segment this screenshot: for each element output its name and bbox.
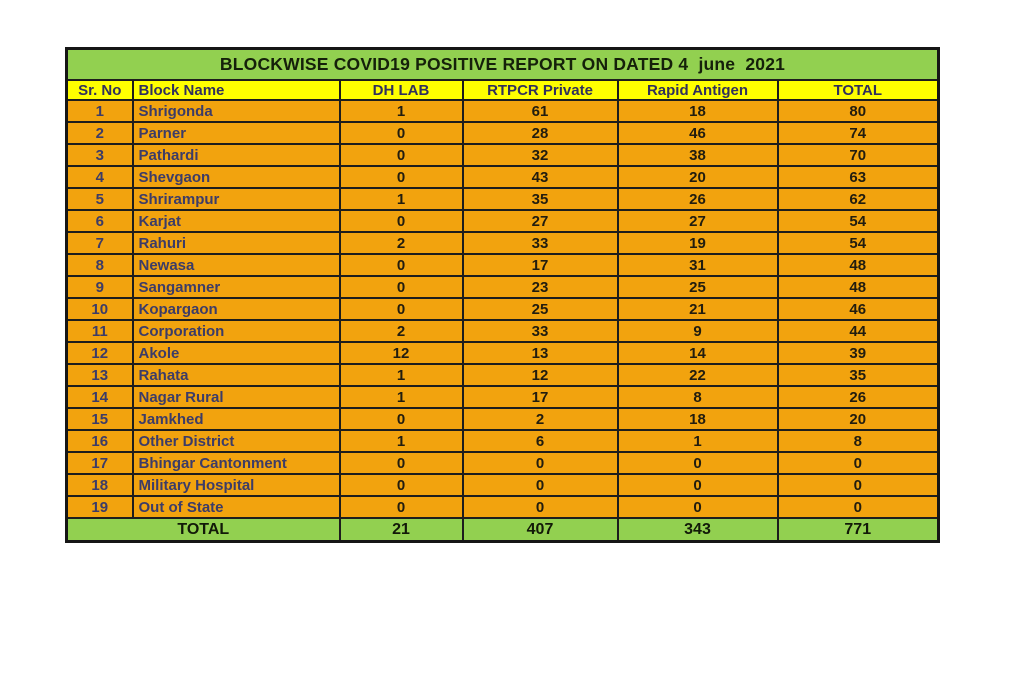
sr-no-cell: 8: [67, 254, 133, 276]
sr-no-cell: 5: [67, 188, 133, 210]
block-name-cell: Pathardi: [133, 144, 340, 166]
column-header-sr-no: Sr. No: [67, 80, 133, 100]
sr-no-cell: 9: [67, 276, 133, 298]
rapid-antigen-cell: 9: [618, 320, 778, 342]
total-cell: 54: [778, 232, 939, 254]
column-header-dh-lab: DH LAB: [340, 80, 463, 100]
block-name-cell: Out of State: [133, 496, 340, 518]
rtpcr-private-cell: 27: [463, 210, 618, 232]
table-row: [67, 474, 939, 496]
dh-lab-cell: 0: [340, 474, 463, 496]
sr-no-cell: 3: [67, 144, 133, 166]
dh-lab-cell: 0: [340, 254, 463, 276]
block-name-cell: Karjat: [133, 210, 340, 232]
sr-no-cell: 4: [67, 166, 133, 188]
rtpcr-private-cell: 23: [463, 276, 618, 298]
total-rtpcr-private: 407: [463, 518, 618, 542]
column-header-row: [67, 80, 939, 100]
table-row: [67, 166, 939, 188]
total-cell: 74: [778, 122, 939, 144]
total-cell: 70: [778, 144, 939, 166]
rtpcr-private-cell: 0: [463, 474, 618, 496]
rapid-antigen-cell: 31: [618, 254, 778, 276]
rtpcr-private-cell: 61: [463, 100, 618, 122]
rapid-antigen-cell: 0: [618, 474, 778, 496]
sr-no-cell: 12: [67, 342, 133, 364]
table-row: [67, 100, 939, 122]
table-row: [67, 122, 939, 144]
table-row: [67, 188, 939, 210]
total-cell: 44: [778, 320, 939, 342]
rapid-antigen-cell: 25: [618, 276, 778, 298]
rtpcr-private-cell: 0: [463, 452, 618, 474]
rtpcr-private-cell: 35: [463, 188, 618, 210]
table-row: [67, 364, 939, 386]
rtpcr-private-cell: 2: [463, 408, 618, 430]
column-header-total: TOTAL: [778, 80, 939, 100]
sr-no-cell: 2: [67, 122, 133, 144]
table-row: [67, 496, 939, 518]
table-row: [67, 232, 939, 254]
sr-no-cell: 17: [67, 452, 133, 474]
table-row: [67, 452, 939, 474]
dh-lab-cell: 0: [340, 144, 463, 166]
total-cell: 62: [778, 188, 939, 210]
title-row: [67, 49, 939, 81]
sr-no-cell: 14: [67, 386, 133, 408]
total-label: TOTAL: [67, 518, 340, 542]
dh-lab-cell: 0: [340, 276, 463, 298]
sr-no-cell: 7: [67, 232, 133, 254]
sr-no-cell: 11: [67, 320, 133, 342]
table-row: [67, 408, 939, 430]
dh-lab-cell: 0: [340, 408, 463, 430]
rapid-antigen-cell: 18: [618, 408, 778, 430]
column-header-block-name: Block Name: [133, 80, 340, 100]
table-row: [67, 276, 939, 298]
sr-no-cell: 19: [67, 496, 133, 518]
column-header-rapid-antigen: Rapid Antigen: [618, 80, 778, 100]
dh-lab-cell: 0: [340, 298, 463, 320]
table-row: [67, 386, 939, 408]
block-name-cell: Rahuri: [133, 232, 340, 254]
rtpcr-private-cell: 43: [463, 166, 618, 188]
rtpcr-private-cell: 17: [463, 386, 618, 408]
dh-lab-cell: 0: [340, 166, 463, 188]
rtpcr-private-cell: 25: [463, 298, 618, 320]
block-name-cell: Corporation: [133, 320, 340, 342]
total-cell: 0: [778, 474, 939, 496]
rapid-antigen-cell: 0: [618, 496, 778, 518]
sr-no-cell: 18: [67, 474, 133, 496]
block-name-cell: Kopargaon: [133, 298, 340, 320]
rapid-antigen-cell: 19: [618, 232, 778, 254]
dh-lab-cell: 1: [340, 364, 463, 386]
rapid-antigen-cell: 8: [618, 386, 778, 408]
dh-lab-cell: 12: [340, 342, 463, 364]
block-name-cell: Other District: [133, 430, 340, 452]
total-cell: 20: [778, 408, 939, 430]
total-cell: 39: [778, 342, 939, 364]
rtpcr-private-cell: 6: [463, 430, 618, 452]
column-header-rtpcr-private: RTPCR Private: [463, 80, 618, 100]
rapid-antigen-cell: 27: [618, 210, 778, 232]
rtpcr-private-cell: 0: [463, 496, 618, 518]
rapid-antigen-cell: 21: [618, 298, 778, 320]
block-name-cell: Shrigonda: [133, 100, 340, 122]
rapid-antigen-cell: 20: [618, 166, 778, 188]
table-row: [67, 210, 939, 232]
rapid-antigen-cell: 22: [618, 364, 778, 386]
dh-lab-cell: 2: [340, 232, 463, 254]
rapid-antigen-cell: 46: [618, 122, 778, 144]
dh-lab-cell: 0: [340, 122, 463, 144]
rapid-antigen-cell: 26: [618, 188, 778, 210]
dh-lab-cell: 0: [340, 496, 463, 518]
total-cell: 0: [778, 496, 939, 518]
table-row: [67, 342, 939, 364]
dh-lab-cell: 1: [340, 188, 463, 210]
block-name-cell: Military Hospital: [133, 474, 340, 496]
rapid-antigen-cell: 0: [618, 452, 778, 474]
sr-no-cell: 1: [67, 100, 133, 122]
total-cell: 80: [778, 100, 939, 122]
rapid-antigen-cell: 18: [618, 100, 778, 122]
sr-no-cell: 15: [67, 408, 133, 430]
block-name-cell: Bhingar Cantonment: [133, 452, 340, 474]
total-cell: 46: [778, 298, 939, 320]
block-name-cell: Parner: [133, 122, 340, 144]
block-name-cell: Shrirampur: [133, 188, 340, 210]
table-row: [67, 144, 939, 166]
dh-lab-cell: 1: [340, 430, 463, 452]
rapid-antigen-cell: 38: [618, 144, 778, 166]
dh-lab-cell: 1: [340, 100, 463, 122]
total-cell: 35: [778, 364, 939, 386]
total-row: [67, 518, 939, 542]
block-name-cell: Newasa: [133, 254, 340, 276]
total-cell: 0: [778, 452, 939, 474]
total-cell: 8: [778, 430, 939, 452]
sr-no-cell: 10: [67, 298, 133, 320]
rtpcr-private-cell: 33: [463, 320, 618, 342]
sr-no-cell: 6: [67, 210, 133, 232]
rtpcr-private-cell: 33: [463, 232, 618, 254]
rtpcr-private-cell: 13: [463, 342, 618, 364]
rapid-antigen-cell: 14: [618, 342, 778, 364]
rtpcr-private-cell: 12: [463, 364, 618, 386]
table-row: [67, 430, 939, 452]
dh-lab-cell: 0: [340, 210, 463, 232]
total-cell: 54: [778, 210, 939, 232]
total-cell: 63: [778, 166, 939, 188]
total-dh-lab: 21: [340, 518, 463, 542]
sr-no-cell: 16: [67, 430, 133, 452]
block-name-cell: Sangamner: [133, 276, 340, 298]
sr-no-cell: 13: [67, 364, 133, 386]
table-row: [67, 320, 939, 342]
block-name-cell: Nagar Rural: [133, 386, 340, 408]
block-name-cell: Jamkhed: [133, 408, 340, 430]
total-cell: 26: [778, 386, 939, 408]
total-rapid-antigen: 343: [618, 518, 778, 542]
table-row: [67, 298, 939, 320]
report-title: BLOCKWISE COVID19 POSITIVE REPORT ON DATED 4 june 2021: [67, 49, 939, 81]
total-cell: 48: [778, 254, 939, 276]
total-grand: 771: [778, 518, 939, 542]
rtpcr-private-cell: 28: [463, 122, 618, 144]
rtpcr-private-cell: 32: [463, 144, 618, 166]
table-row: [67, 254, 939, 276]
rapid-antigen-cell: 1: [618, 430, 778, 452]
rtpcr-private-cell: 17: [463, 254, 618, 276]
dh-lab-cell: 2: [340, 320, 463, 342]
dh-lab-cell: 1: [340, 386, 463, 408]
block-name-cell: Akole: [133, 342, 340, 364]
dh-lab-cell: 0: [340, 452, 463, 474]
covid-blockwise-report-table: [65, 47, 940, 543]
block-name-cell: Shevgaon: [133, 166, 340, 188]
block-name-cell: Rahata: [133, 364, 340, 386]
total-cell: 48: [778, 276, 939, 298]
